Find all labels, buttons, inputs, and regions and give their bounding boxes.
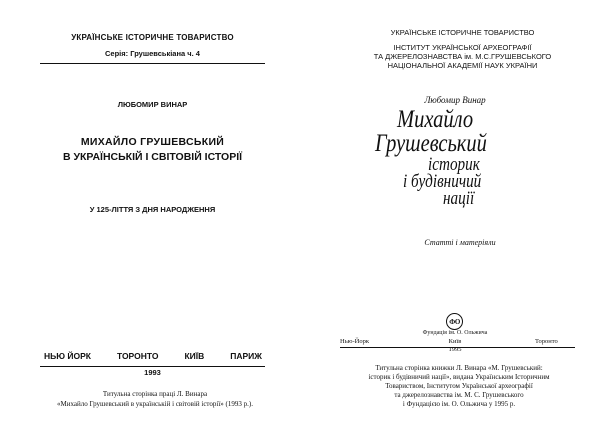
- right-caption-line1: Титульна сторінка книжки Л. Винара «М. Грушевський:: [375, 364, 543, 372]
- left-city: НЬЮ ЙОРК: [44, 351, 91, 361]
- left-author: ЛЮБОМИР ВИНАР: [117, 100, 188, 109]
- right-title-line2: Грушевський: [375, 130, 487, 157]
- right-caption-line4: та джерелознавства ім. М. С. Грушевського: [394, 391, 524, 399]
- left-cities: [44, 351, 262, 361]
- left-series: Серія: Грушевськіана ч. 4: [105, 49, 200, 58]
- right-foundation: Фундація ім. О. Ольжича: [422, 330, 488, 336]
- left-caption-line2: «Михайло Грушевський в українській і світовій історії» (1993 р.).: [57, 400, 253, 408]
- right-institute-line3: НАЦІОНАЛЬНОЇ АКАДЕМІЇ НАУК УКРАЇНИ: [387, 61, 538, 70]
- left-city: КИЇВ: [184, 351, 205, 361]
- right-society: УКРАЇНСЬКЕ ІСТОРИЧНЕ ТОВАРИСТВО: [390, 28, 535, 37]
- right-institute-line1: ІНСТИТУТ УКРАЇНСЬКОЇ АРХЕОГРАФІЇ: [393, 43, 532, 52]
- left-title-line2: В УКРАЇНСЬКІЙ І СВІТОВІЙ ІСТОРІЇ: [62, 151, 243, 163]
- right-institute-line2: ТА ДЖЕРЕЛОЗНАВСТВА ім. М.С.ГРУШЕВСЬКОГО: [373, 52, 552, 61]
- right-author: Любомир Винар: [424, 95, 486, 105]
- right-title-line5: нації: [443, 188, 475, 209]
- right-title-line1: Михайло: [397, 106, 474, 133]
- right-city: Торонто: [535, 338, 558, 345]
- right-title-line4: і будівничий: [403, 171, 482, 192]
- foundation-logo-icon: [446, 313, 463, 330]
- left-society: УКРАЇНСЬКЕ ІСТОРИЧНЕ ТОВАРИСТВО: [71, 33, 234, 42]
- right-caption-line3: Товариством, Інститутом Української археографії: [385, 382, 533, 390]
- right-caption-line5: і Фундацією ім. О. Ольжича у 1995 р.: [402, 400, 516, 408]
- left-city: ТОРОНТО: [116, 351, 159, 361]
- right-year: 1995: [448, 346, 462, 353]
- left-subtitle: У 125-ЛІТТЯ З ДНЯ НАРОДЖЕННЯ: [89, 205, 216, 214]
- left-year: 1993: [144, 368, 161, 377]
- right-subtitle: Статті і матеріяли: [424, 238, 496, 247]
- left-caption-line1: Титульна сторінка праці Л. Винара: [102, 390, 208, 398]
- left-city: ПАРИЖ: [230, 351, 262, 361]
- right-city: Київ: [448, 338, 462, 345]
- right-title-line3: історик: [428, 154, 480, 175]
- left-header-rule: [40, 63, 265, 64]
- right-caption-line2: історик і будівничий нації», видана Українським Історичним: [368, 373, 550, 381]
- left-footer-rule: [40, 366, 265, 367]
- logo-letters: ФО: [449, 317, 460, 326]
- right-city: Нью-Йорк: [340, 338, 370, 345]
- left-title-line1: МИХАЙЛО ГРУШЕВСЬКИЙ: [80, 136, 225, 148]
